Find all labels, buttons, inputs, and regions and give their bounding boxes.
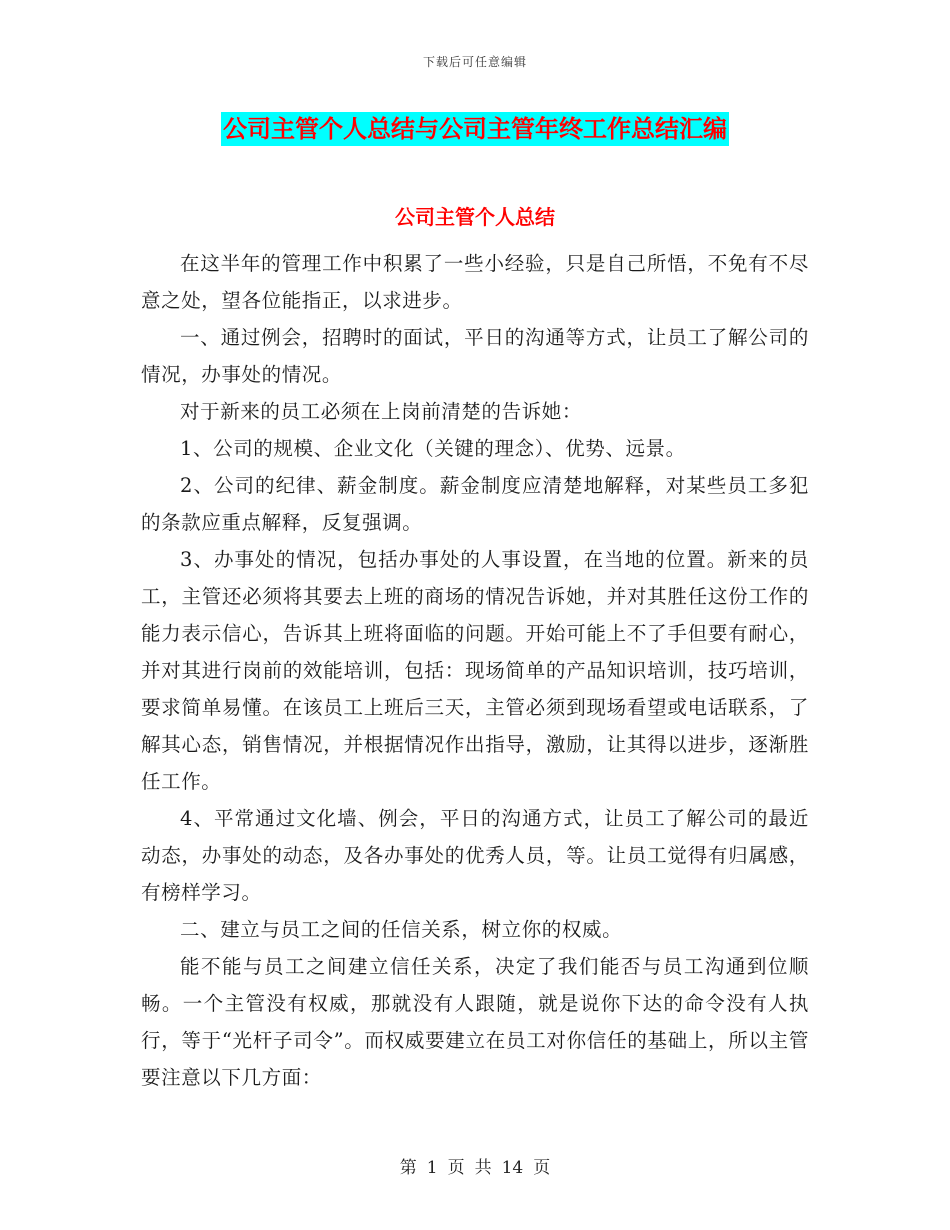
section-title: 公司主管个人总结 <box>395 205 555 229</box>
paragraph: 2、公司的纪律、薪金制度。薪金制度应清楚地解释，对某些员工多犯的条款应重点解释，反复强调。 <box>141 474 809 534</box>
paragraph: 1、公司的规模、企业文化（关键的理念）、优势、远景。 <box>180 437 686 460</box>
footer-page-unit: 页 <box>447 1158 465 1178</box>
paragraph: 二、建立与员工之间的任信关系，树立你的权威。 <box>180 918 623 941</box>
footer-total-unit: 页 <box>533 1158 551 1178</box>
document-body <box>141 245 809 1096</box>
paragraph: 能不能与员工之间建立信任关系，决定了我们能否与员工沟通到位顺畅。一个主管没有权威，那就没有人跟随，就是说你下达的命令没有人执行，等于“光杆子司令”。而权威要建立在员工对你信任的基础上，所以主管要注意以下几方面： <box>141 955 809 1089</box>
paragraph: 一、通过例会，招聘时的面试，平日的沟通等方式，让员工了解公司的情况，办事处的情况。 <box>141 326 809 386</box>
paragraph: 对于新来的员工必须在上岗前清楚的告诉她： <box>180 400 583 423</box>
document-title: 公司主管个人总结与公司主管年终工作总结汇编 <box>221 112 729 146</box>
paragraph: 4、平常通过文化墙、例会，平日的沟通方式，让员工了解公司的最近动态，办事处的动态，及各办事处的优秀人员，等。让员工觉得有归属感，有榜样学习。 <box>141 807 809 904</box>
footer-page-number: 1 <box>426 1158 438 1178</box>
header-note: 下载后可任意编辑 <box>422 55 527 69</box>
document-title-container <box>0 112 950 146</box>
footer-prefix: 第 <box>399 1158 417 1178</box>
paragraph: 在这半年的管理工作中积累了一些小经验，只是自己所悟，不免有不尽意之处，望各位能指正，以求进步。 <box>141 252 809 312</box>
footer-total-pages: 14 <box>501 1158 524 1178</box>
paragraph: 3、办事处的情况，包括办事处的人事设置，在当地的位置。新来的员工，主管还必须将其要去上班的商场的情况告诉她，并对其胜任这份工作的能力表示信心，告诉其上班将面临的问题。开始可能上不了手但要有耐心，并对其进行岗前的效能培训，包括：现场简单的产品知识培训，技巧培训，要求简单易懂。在该员工上班后三天，主管必须到现场看望或电话联系，了解其心态，销售情况，并根据情况作出指导，激励，让其得以进步，逐渐胜任工作。 <box>141 548 809 793</box>
page-footer <box>0 1153 950 1178</box>
footer-total-prefix: 共 <box>474 1158 492 1178</box>
